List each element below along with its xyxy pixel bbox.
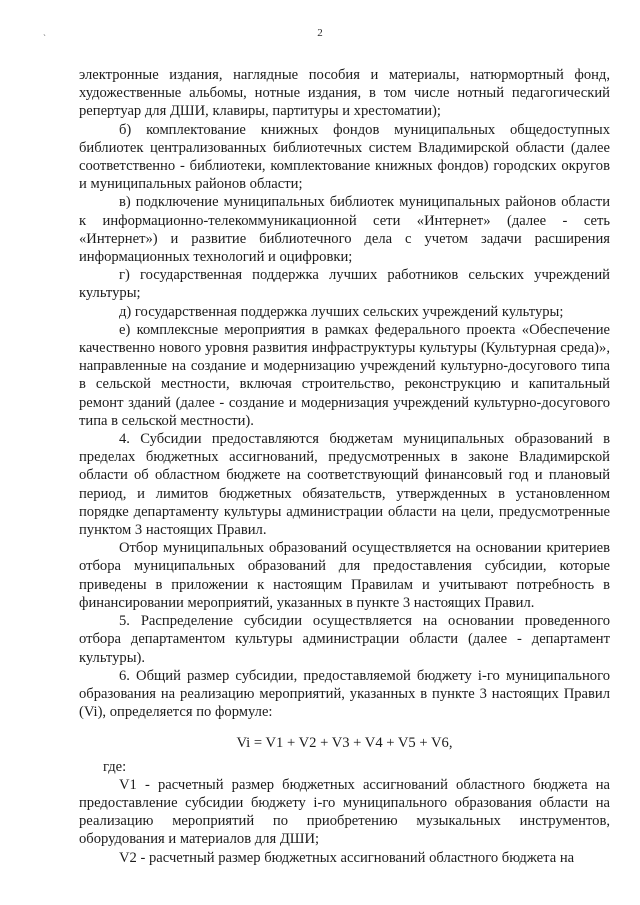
paragraph-continuation: электронные издания, наглядные пособия и материалы, натюрмортный фонд, художественные альбомы, нотные издания, в том числе нотный педагогический репертуар для ДШИ, клавиры, партитуры и хрестоматии);	[79, 67, 610, 120]
paragraph-item-e: е) комплексные мероприятия в рамках федерального проекта «Обеспечение качественно нового уровня развития инфраструктуры культуры (Культурная среда)», направленные на создание и модернизацию учреждений культурно-досугового типа в сельской местности, включая строительство, реконструкцию и капитальный ремонт зданий (далее - создание и модернизация учреждений культурно-досугового типа в сельской местности).	[79, 321, 610, 429]
document-body	[79, 66, 610, 867]
definition-v2: V2 - расчетный размер бюджетных ассигнований областного бюджета на	[119, 849, 575, 866]
paragraph-item-d: д) государственная поддержка лучших сельских учреждений культуры;	[119, 303, 564, 320]
paragraph-item-b: б) комплектование книжных фондов муниципальных общедоступных библиотек централизованных библиотечных систем Владимирской области (далее соответственно - библиотеки, комплектование книжных фондов) городских округов и муниципальных районов области;	[79, 121, 610, 193]
formula: Vi = V1 + V2 + V3 + V4 + V5 + V6,	[236, 735, 453, 752]
definition-v1: V1 - расчетный размер бюджетных ассигнований областного бюджета на предоставление субсидии бюджету i-го муниципального образования области на реализацию мероприятий по приобретению музыкальных инструментов, оборудования и материалов для ДШИ;	[79, 776, 610, 848]
paragraph-selection: Отбор муниципальных образований осуществляется на основании критериев отбора муниципальных образований для предоставления субсидии, которые приведены в приложении к настоящим Правилам и учитывают потребность в финансировании мероприятий, указанных в пункте 3 настоящих Правил.	[79, 540, 610, 611]
paragraph-clause-5: 5. Распределение субсидии осуществляется на основании проведенного отбора департаментом культуры администрации области (далее - департамент культуры).	[79, 613, 610, 666]
scan-mark: `	[43, 33, 46, 43]
paragraph-clause-6: 6. Общий размер субсидии, предоставляемой бюджету i-го муниципального образования на реализацию мероприятий, указанных в пункте 3 настоящих Правил (Vi), определяется по формуле:	[79, 667, 610, 721]
paragraph-item-g: г) государственная поддержка лучших работников сельских учреждений культуры;	[79, 267, 610, 302]
paragraph-clause-4: 4. Субсидии предоставляются бюджетам муниципальных образований в пределах бюджетных ассигнований, предусмотренных в законе Владимирской области об областном бюджете на соответствующий финансовый год и плановый период, и лимитов бюджетных обязательств, утвержденных в установленном порядке департаменту культуры администрации области на цели, предусмотренные пунктом 3 настоящих Правил.	[79, 431, 610, 539]
paragraph-item-v: в) подключение муниципальных библиотек муниципальных районов области к информационно-телекоммуникационной сети «Интернет» (далее - сеть «Интернет») и развитие библиотечного дела с учетом задачи расширения информационных технологий и оцифровки;	[79, 194, 610, 266]
formula-where-label: где:	[103, 758, 127, 775]
page-number: 2	[317, 27, 323, 39]
